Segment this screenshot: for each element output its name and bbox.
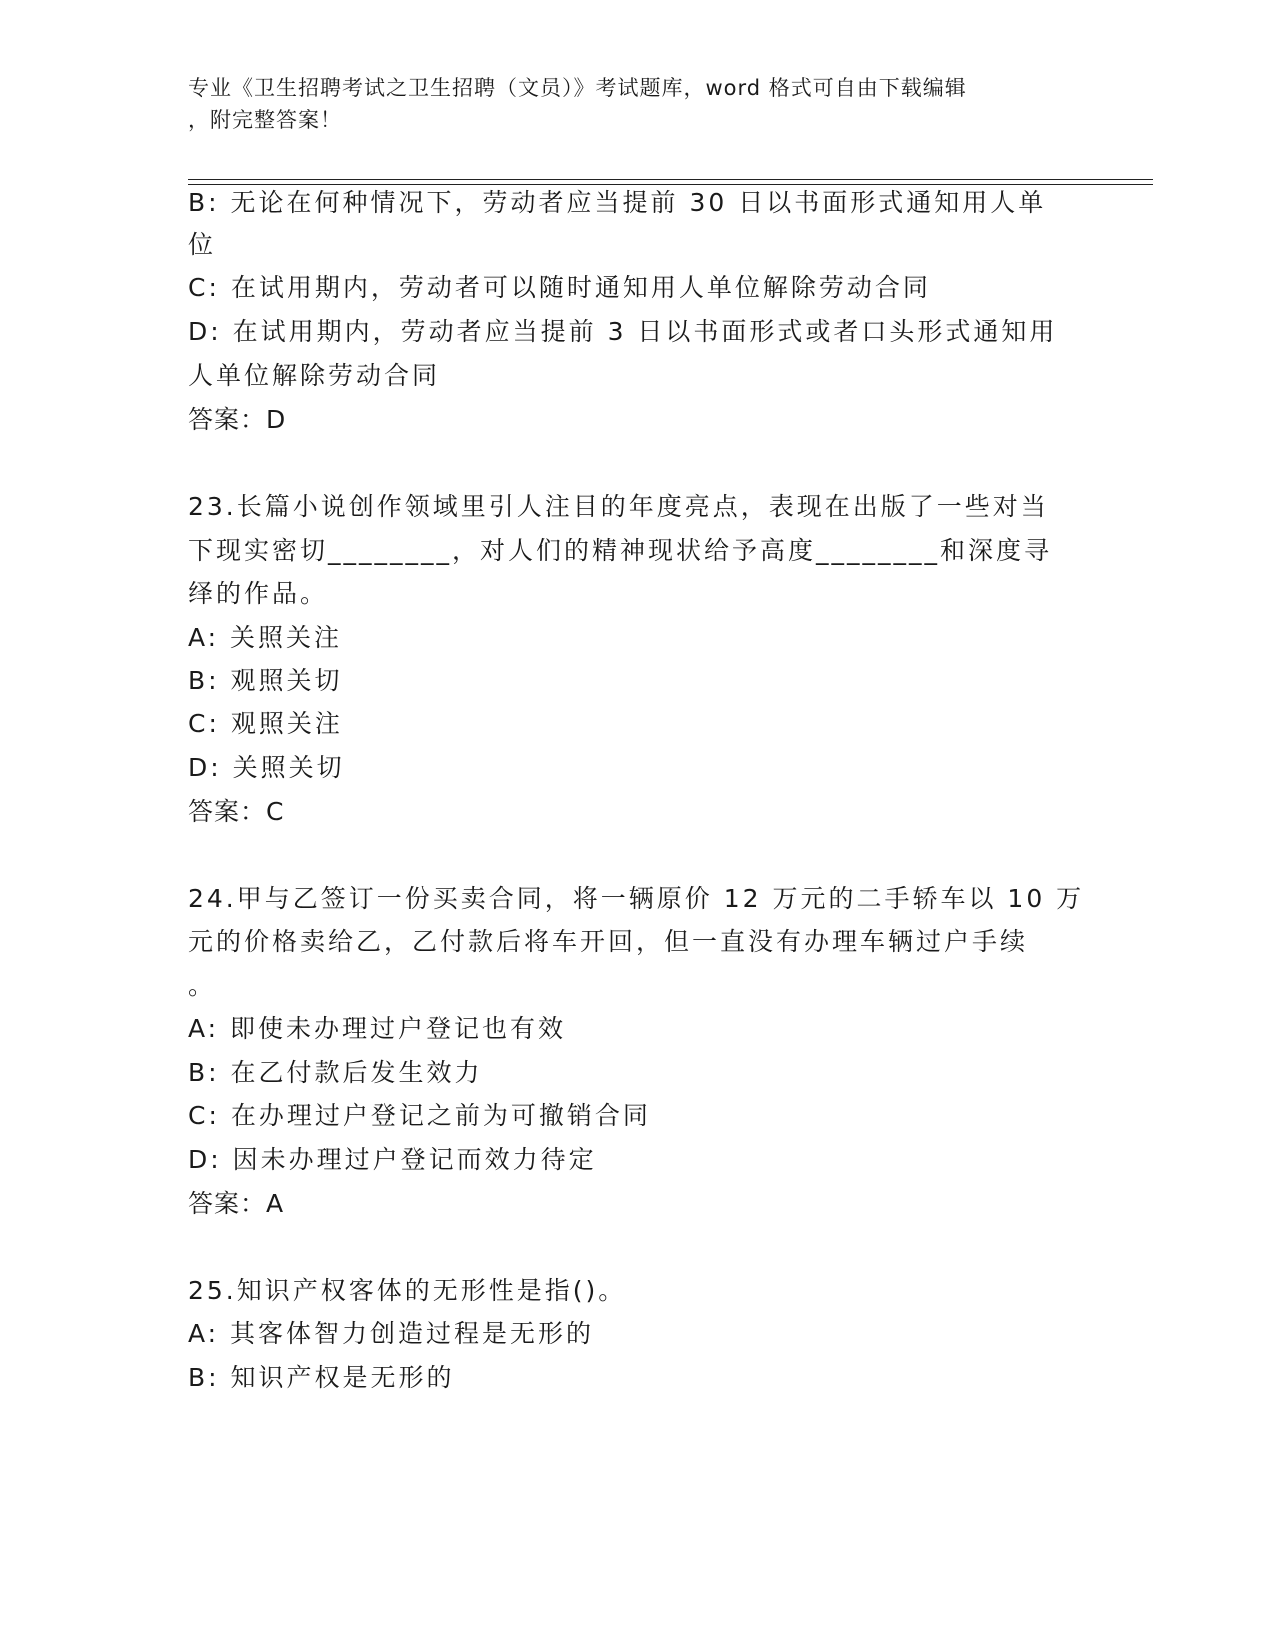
question-23-line-2: 下现实密切________，对人们的精神现状给予高度________和深度寻	[188, 536, 1053, 565]
q23-option-d: D: 关照关切	[188, 753, 345, 782]
q25-option-a: A: 其客体智力创造过程是无形的	[188, 1319, 595, 1348]
question-25: 25.知识产权客体的无形性是指()。	[188, 1276, 627, 1305]
option-d-line-1: D: 在试用期内，劳动者应当提前 3 日以书面形式或者口头形式通知用	[188, 317, 1058, 346]
q24-option-c: C: 在办理过户登记之前为可撤销合同	[188, 1101, 651, 1130]
header-intro-line-2: ，附完整答案！	[188, 108, 342, 132]
q23-option-c: C: 观照关注	[188, 709, 343, 738]
q24-option-b: B: 在乙付款后发生效力	[188, 1058, 483, 1087]
header-rule-bottom	[188, 184, 1153, 185]
q23-option-b: B: 观照关切	[188, 666, 343, 695]
option-b-line-2: 位	[188, 230, 217, 259]
answer-24: 答案：A	[188, 1189, 285, 1218]
question-24-line-2: 元的价格卖给乙，乙付款后将车开回，但一直没有办理车辆过户手续	[188, 927, 1029, 956]
answer-23: 答案：C	[188, 797, 285, 826]
header-rule-top	[188, 179, 1153, 180]
option-c: C: 在试用期内，劳动者可以随时通知用人单位解除劳动合同	[188, 273, 931, 302]
question-23-line-3: 绎的作品。	[188, 579, 329, 608]
q24-option-d: D: 因未办理过户登记而效力待定	[188, 1145, 597, 1174]
document-header	[188, 72, 1068, 136]
answer-22: 答案：D	[188, 405, 287, 434]
option-b-line-1: B: 无论在何种情况下，劳动者应当提前 30 日以书面形式通知用人单	[188, 188, 1047, 217]
q23-option-a: A: 关照关注	[188, 623, 343, 652]
header-intro-line-1: 专业《卫生招聘考试之卫生招聘（文员）》考试题库，word 格式可自由下载编辑	[188, 76, 967, 100]
q24-option-a: A: 即使未办理过户登记也有效	[188, 1014, 567, 1043]
q25-option-b: B: 知识产权是无形的	[188, 1363, 455, 1392]
question-24-line-3: 。	[188, 971, 217, 1000]
question-23-line-1: 23.长篇小说创作领域里引人注目的年度亮点，表现在出版了一些对当	[188, 492, 1049, 521]
option-d-line-2: 人单位解除劳动合同	[188, 361, 441, 390]
question-24-line-1: 24.甲与乙签订一份买卖合同，将一辆原价 12 万元的二手轿车以 10 万	[188, 884, 1085, 913]
